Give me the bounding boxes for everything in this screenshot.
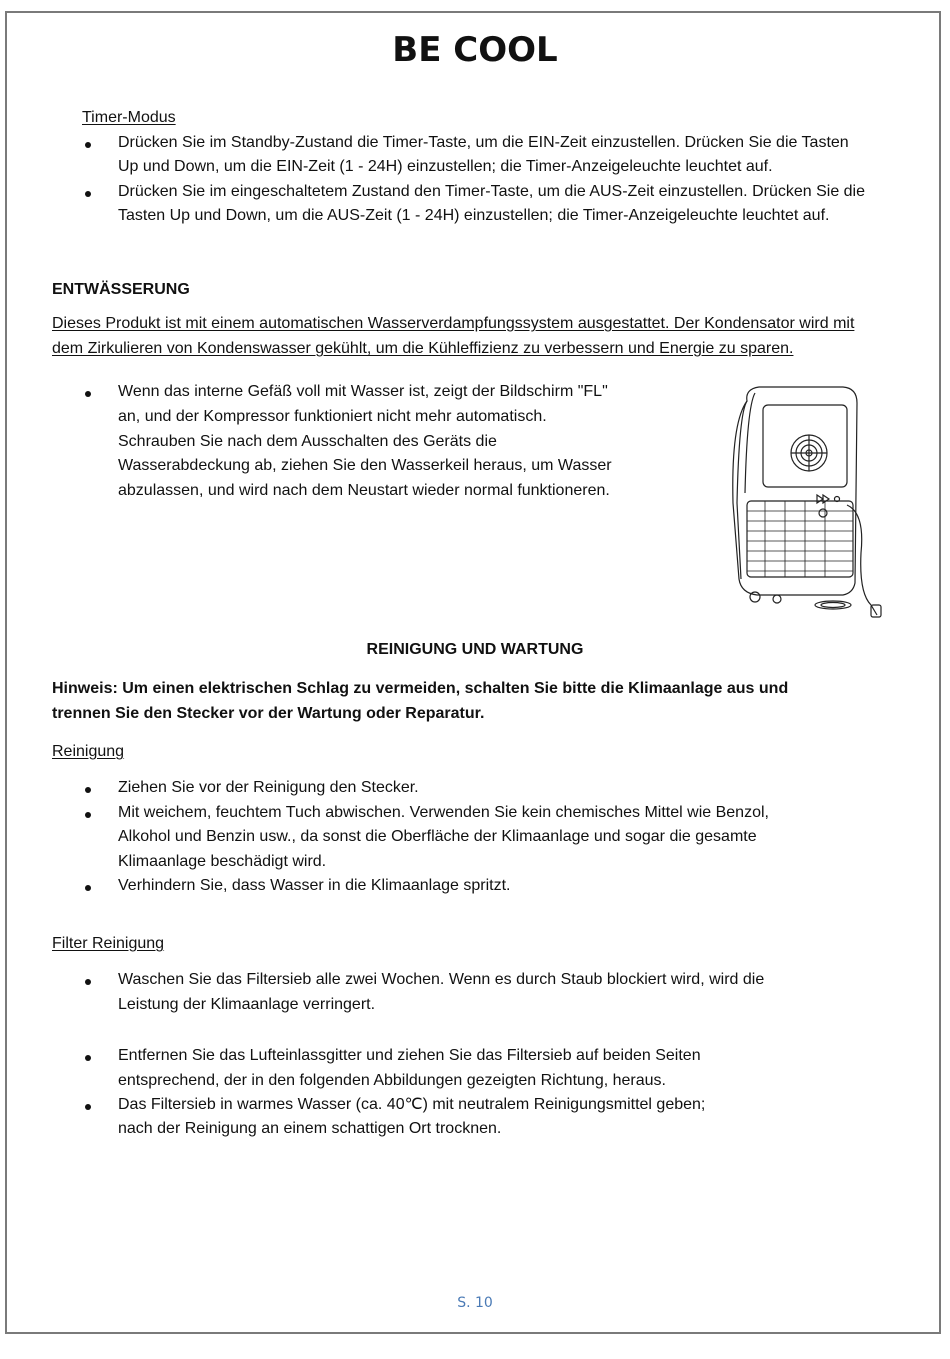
- drain-bullet-line-2: an, und der Kompressor funktioniert nicht mehr automatisch.: [118, 408, 547, 425]
- filter-item-3-line-2: nach der Reinigung an einem schattigen Ort trocknen.: [118, 1120, 502, 1137]
- bullet: [85, 1055, 91, 1061]
- maintenance-heading: REINIGUNG UND WARTUNG: [366, 641, 584, 658]
- bullet: [85, 979, 91, 985]
- filter-item-2-line-1: Entfernen Sie das Lufteinlassgitter und ziehen Sie das Filtersieb auf beiden Seiten: [118, 1047, 701, 1064]
- drain-bullet-line-4: Wasserabdeckung ab, ziehen Sie den Wasserkeil heraus, um Wasser: [118, 457, 612, 474]
- timer-item-2-line-1: Drücken Sie im eingeschaltetem Zustand den Timer-Taste, um die AUS-Zeit einzustellen. Drücken Sie die: [118, 183, 866, 200]
- bullet: [85, 885, 91, 891]
- page-number: S. 10: [457, 1295, 493, 1311]
- timer-item-2-line-2: Tasten Up und Down, um die AUS-Zeit (1 - 24H) einzustellen; die Timer-Anzeigeleuchte leuchtet auf.: [118, 207, 830, 224]
- filter-item-1-line-1: Waschen Sie das Filtersieb alle zwei Wochen. Wenn es durch Staub blockiert wird, wird die: [118, 971, 765, 988]
- cleaning-item-2-line-3: Klimaanlage beschädigt wird.: [118, 853, 327, 870]
- cleaning-heading: Reinigung: [52, 743, 125, 760]
- drain-heading: ENTWÄSSERUNG: [52, 281, 190, 298]
- drain-bullet-line-3: Schrauben Sie nach dem Ausschalten des Geräts die: [118, 433, 497, 450]
- maintenance-note-line-1: Hinweis: Um einen elektrischen Schlag zu vermeiden, schalten Sie bitte die Klimaanlage aus und: [52, 680, 789, 697]
- filter-heading: Filter Reinigung: [52, 935, 165, 952]
- maintenance-note-line-2: trennen Sie den Stecker vor der Wartung oder Reparatur.: [52, 705, 485, 722]
- timer-item-1-line-1: Drücken Sie im Standby-Zustand die Timer-Taste, um die EIN-Zeit einzustellen. Drücken Sie die Tasten: [118, 134, 849, 151]
- cleaning-item-2-line-2: Alkohol und Benzin usw., da sonst die Oberfläche der Klimaanlage und sogar die gesamte: [118, 828, 757, 845]
- bullet: [85, 812, 91, 818]
- bullet: [85, 1104, 91, 1110]
- brand-logo: BE COOL: [392, 30, 558, 70]
- drain-intro-line-1: Dieses Produkt ist mit einem automatischen Wasserverdampfungssystem ausgestattet. Der Kondensator wird mit: [52, 315, 855, 332]
- cleaning-item-3: Verhindern Sie, dass Wasser in die Klimaanlage spritzt.: [118, 877, 511, 894]
- bullet: [85, 787, 91, 793]
- bullet: [85, 391, 91, 397]
- filter-item-2-line-2: entsprechend, der in den folgenden Abbildungen gezeigten Richtung, heraus.: [118, 1072, 666, 1089]
- cleaning-item-2-line-1: Mit weichem, feuchtem Tuch abwischen. Verwenden Sie kein chemisches Mittel wie Benzol,: [118, 804, 769, 821]
- air-conditioner-illustration: [725, 383, 890, 623]
- filter-item-1-line-2: Leistung der Klimaanlage verringert.: [118, 996, 376, 1013]
- drain-bullet-line-1: Wenn das interne Gefäß voll mit Wasser ist, zeigt der Bildschirm "FL": [118, 383, 608, 400]
- timer-heading: Timer-Modus: [82, 109, 176, 126]
- cleaning-item-1: Ziehen Sie vor der Reinigung den Stecker.: [118, 779, 419, 796]
- bullet: [85, 191, 91, 197]
- drain-intro-line-2: dem Zirkulieren von Kondenswasser gekühlt, um die Kühleffizienz zu verbessern und Energie zu sparen.: [52, 340, 794, 357]
- timer-item-1-line-2: Up und Down, um die EIN-Zeit (1 - 24H) einzustellen; die Timer-Anzeigeleuchte leuchtet auf.: [118, 158, 773, 175]
- drain-bullet-line-5: abzulassen, und wird nach dem Neustart wieder normal funktioneren.: [118, 482, 610, 499]
- filter-item-3-line-1: Das Filtersieb in warmes Wasser (ca. 40℃) mit neutralem Reinigungsmittel geben;: [118, 1096, 706, 1113]
- bullet: [85, 142, 91, 148]
